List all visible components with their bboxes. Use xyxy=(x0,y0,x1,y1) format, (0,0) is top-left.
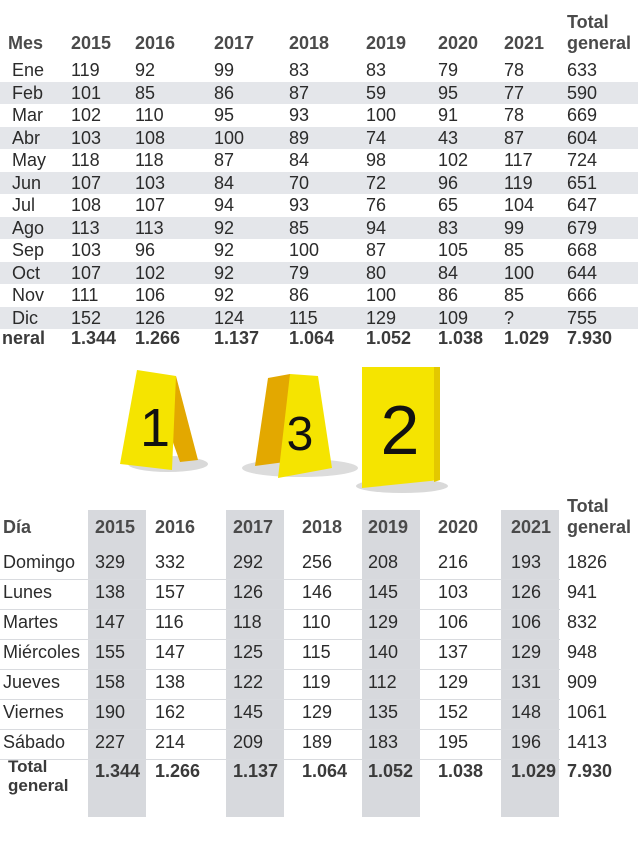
table-cell: 74 xyxy=(366,127,387,148)
table-cell: 92 xyxy=(214,217,235,238)
column-header-total: Total xyxy=(567,496,609,516)
row-separator xyxy=(0,729,560,730)
row-separator xyxy=(0,579,560,580)
table-cell: 85 xyxy=(289,217,310,238)
row-separator xyxy=(0,609,560,610)
table-cell: 196 xyxy=(511,732,542,752)
table-cell: 125 xyxy=(233,642,264,662)
table-cell: 107 xyxy=(71,262,102,283)
table-cell: 115 xyxy=(289,307,318,328)
footer-total-year: 1.052 xyxy=(366,328,412,348)
column-header-year: 2021 xyxy=(511,517,552,537)
table-cell: 79 xyxy=(438,60,459,80)
row-total: 647 xyxy=(567,195,598,215)
table-cell: 113 xyxy=(135,217,164,238)
table-cell: 89 xyxy=(289,127,310,148)
table-cell: 87 xyxy=(289,82,310,103)
table-cell: 147 xyxy=(155,642,186,662)
table-cell: 85 xyxy=(135,82,156,103)
column-header-total: Total xyxy=(567,12,609,32)
row-label: Jul xyxy=(12,195,36,215)
table-cell: 84 xyxy=(214,172,235,193)
table-cell: 86 xyxy=(289,285,310,305)
footer-total-year: 1.038 xyxy=(438,328,484,348)
row-label: Jueves xyxy=(3,672,61,692)
table-cell: 122 xyxy=(233,672,264,692)
row-label: Martes xyxy=(3,612,59,632)
row-label: Ago xyxy=(12,217,45,238)
column-header-year: 2017 xyxy=(233,517,274,537)
table-cell: 83 xyxy=(366,60,387,80)
table-cell: 98 xyxy=(366,150,387,170)
column-header-total-2: general xyxy=(567,517,632,537)
table-cell: 140 xyxy=(368,642,399,662)
table-cell: 70 xyxy=(289,172,310,193)
table-cell: 91 xyxy=(438,105,459,125)
table-cell: 193 xyxy=(511,552,542,572)
row-total: 651 xyxy=(567,172,598,193)
evidence-marker-2 xyxy=(356,367,448,493)
table-cell: 87 xyxy=(366,240,387,260)
column-header-dia: Día xyxy=(3,517,32,537)
row-total: 724 xyxy=(567,150,598,170)
table-cell: 102 xyxy=(135,262,166,283)
row-total: 669 xyxy=(567,105,598,125)
row-total: 668 xyxy=(567,240,598,260)
table-cell: 126 xyxy=(233,582,264,602)
column-header-year: 2020 xyxy=(438,517,479,537)
table-cell: 101 xyxy=(71,82,102,103)
table-cell: 100 xyxy=(366,285,397,305)
table-cell: 65 xyxy=(438,195,459,215)
row-total: 941 xyxy=(567,582,598,602)
table-cell: 96 xyxy=(438,172,459,193)
table-cell: 183 xyxy=(368,732,399,752)
table-cell: 115 xyxy=(302,642,331,662)
marker-1-label: 1 xyxy=(139,398,171,458)
table-cell: 214 xyxy=(155,732,186,752)
table-cell: 119 xyxy=(504,172,533,193)
table-cell: 100 xyxy=(366,105,397,125)
table-cell: 43 xyxy=(438,127,459,148)
footer-label: neral xyxy=(2,328,46,348)
row-total: 755 xyxy=(567,307,598,328)
table-cell: 87 xyxy=(504,127,525,148)
table-cell: 106 xyxy=(135,285,166,305)
table-cell: 129 xyxy=(368,612,399,632)
table-cell: 131 xyxy=(511,672,542,692)
row-total: 1826 xyxy=(567,552,608,572)
row-label: Mar xyxy=(12,105,43,125)
row-label: Nov xyxy=(12,285,45,305)
table-cell: 106 xyxy=(438,612,469,632)
row-total: 948 xyxy=(567,642,598,662)
footer-total-year: 1.038 xyxy=(438,761,484,781)
table-cell: 332 xyxy=(155,552,186,572)
table-cell: 119 xyxy=(71,60,100,80)
table-cell: 76 xyxy=(366,195,387,215)
table-cell: 118 xyxy=(71,150,100,170)
table-cell: 92 xyxy=(214,240,235,260)
row-total: 909 xyxy=(567,672,598,692)
table-cell: 329 xyxy=(95,552,126,572)
table-cell: 107 xyxy=(135,195,166,215)
table-cell: 84 xyxy=(438,262,459,283)
row-label: Sábado xyxy=(3,732,66,752)
table-cell: 93 xyxy=(289,105,310,125)
table-cell: 147 xyxy=(95,612,126,632)
table-cell: 195 xyxy=(438,732,469,752)
table-cell: 84 xyxy=(289,150,310,170)
footer-grand-total: 7.930 xyxy=(567,328,613,348)
footer-total-year: 1.064 xyxy=(289,328,335,348)
footer-total-year: 1.029 xyxy=(504,328,550,348)
table-cell: 129 xyxy=(511,642,542,662)
row-total: 679 xyxy=(567,217,598,238)
row-total: 1413 xyxy=(567,732,608,752)
table-cell: 85 xyxy=(504,285,525,305)
row-total: 832 xyxy=(567,612,598,632)
table-cell: 100 xyxy=(214,127,245,148)
row-total: 1061 xyxy=(567,702,608,722)
table-cell: 148 xyxy=(511,702,542,722)
table-cell: 79 xyxy=(289,262,310,283)
table-cell: 138 xyxy=(95,582,126,602)
table-cell: 112 xyxy=(368,672,397,692)
column-header-year: 2020 xyxy=(438,33,479,53)
monthly-table xyxy=(0,0,638,360)
row-separator xyxy=(0,759,560,760)
row-label: Miércoles xyxy=(3,642,81,662)
column-header-year: 2016 xyxy=(155,517,196,537)
table-cell: 152 xyxy=(71,307,102,328)
table-cell: 103 xyxy=(71,127,102,148)
table-cell: 162 xyxy=(155,702,186,722)
table-cell: 129 xyxy=(438,672,469,692)
table-cell: 85 xyxy=(504,240,525,260)
footer-total-year: 1.052 xyxy=(368,761,414,781)
table-cell: 100 xyxy=(504,262,535,283)
table-cell: 103 xyxy=(135,172,166,193)
table-cell: 105 xyxy=(438,240,469,260)
row-label: Viernes xyxy=(3,702,64,722)
row-label: Abr xyxy=(12,127,41,148)
row-label: Jun xyxy=(12,172,42,193)
footer-total-year: 1.344 xyxy=(71,328,117,348)
table-cell: 126 xyxy=(511,582,542,602)
row-total: 590 xyxy=(567,82,598,103)
row-separator xyxy=(0,669,560,670)
table-cell: 83 xyxy=(289,60,310,80)
table-cell: 59 xyxy=(366,82,387,103)
table-cell: 111 xyxy=(71,285,99,305)
table-cell: 152 xyxy=(438,702,469,722)
table-cell: 100 xyxy=(289,240,320,260)
row-label: Lunes xyxy=(3,582,53,602)
table-cell: 208 xyxy=(368,552,399,572)
column-header-year: 2017 xyxy=(214,33,255,53)
table-cell: 190 xyxy=(95,702,126,722)
column-header-year: 2015 xyxy=(95,517,136,537)
table-cell: 92 xyxy=(214,285,235,305)
table-cell: 216 xyxy=(438,552,469,572)
table-cell: 117 xyxy=(504,150,533,170)
row-label: Ene xyxy=(12,60,45,80)
evidence-markers xyxy=(0,360,638,500)
row-label: Oct xyxy=(12,262,41,283)
footer-total-year: 1.344 xyxy=(95,761,141,781)
row-total: 604 xyxy=(567,127,598,148)
table-cell: 135 xyxy=(368,702,399,722)
table-cell: 94 xyxy=(366,217,387,238)
table-cell: 106 xyxy=(511,612,542,632)
column-header-year: 2019 xyxy=(366,33,407,53)
table-cell: 107 xyxy=(71,172,102,193)
table-cell: 110 xyxy=(135,105,164,125)
table-cell: 256 xyxy=(302,552,333,572)
table-cell: 87 xyxy=(214,150,235,170)
row-label: Feb xyxy=(12,82,44,103)
column-header-year: 2016 xyxy=(135,33,176,53)
table-cell: 110 xyxy=(302,612,331,632)
table-cell: 93 xyxy=(289,195,310,215)
column-header-mes: Mes xyxy=(8,33,44,53)
evidence-marker-1 xyxy=(120,370,208,472)
table-cell: 77 xyxy=(504,82,525,103)
table-cell: 96 xyxy=(135,240,156,260)
table-cell: 95 xyxy=(214,105,235,125)
row-separator xyxy=(0,639,560,640)
column-header-year: 2015 xyxy=(71,33,112,53)
table-cell: 80 xyxy=(366,262,387,283)
table-cell: ? xyxy=(504,307,515,328)
table-cell: 138 xyxy=(155,672,186,692)
column-header-year: 2021 xyxy=(504,33,545,53)
table-cell: 146 xyxy=(302,582,333,602)
table-cell: 129 xyxy=(302,702,333,722)
row-label: May xyxy=(12,150,47,170)
footer-grand-total: 7.930 xyxy=(567,761,613,781)
table-cell: 189 xyxy=(302,732,333,752)
table-cell: 116 xyxy=(155,612,184,632)
table-cell: 137 xyxy=(438,642,469,662)
row-total: 633 xyxy=(567,60,598,80)
footer-total-year: 1.029 xyxy=(511,761,557,781)
table-cell: 83 xyxy=(438,217,459,238)
table-cell: 155 xyxy=(95,642,126,662)
column-header-total-2: general xyxy=(567,33,632,53)
table-cell: 108 xyxy=(135,127,166,148)
marker-2-label: 2 xyxy=(380,391,420,469)
table-cell: 94 xyxy=(214,195,235,215)
row-label: Sep xyxy=(12,240,45,260)
table-cell: 102 xyxy=(438,150,469,170)
table-cell: 72 xyxy=(366,172,387,193)
table-cell: 108 xyxy=(71,195,102,215)
footer-total-year: 1.266 xyxy=(135,328,181,348)
column-header-year: 2018 xyxy=(289,33,330,53)
table-cell: 92 xyxy=(135,60,156,80)
footer-total-year: 1.137 xyxy=(233,761,279,781)
table-cell: 227 xyxy=(95,732,126,752)
table-cell: 78 xyxy=(504,105,525,125)
table-cell: 86 xyxy=(438,285,459,305)
table-cell: 99 xyxy=(504,217,525,238)
table-cell: 158 xyxy=(95,672,126,692)
table-cell: 145 xyxy=(368,582,399,602)
footer-label: Total xyxy=(8,757,48,776)
row-total: 644 xyxy=(567,262,598,283)
column-header-year: 2018 xyxy=(302,517,343,537)
row-label: Domingo xyxy=(3,552,76,572)
table-cell: 103 xyxy=(438,582,469,602)
footer-total-year: 1.064 xyxy=(302,761,348,781)
table-cell: 124 xyxy=(214,307,245,328)
table-cell: 95 xyxy=(438,82,459,103)
table-cell: 118 xyxy=(135,150,164,170)
table-cell: 118 xyxy=(233,612,262,632)
table-cell: 113 xyxy=(71,217,100,238)
footer-total-year: 1.137 xyxy=(214,328,260,348)
footer-total-year: 1.266 xyxy=(155,761,201,781)
table-cell: 86 xyxy=(214,82,235,103)
table-cell: 103 xyxy=(71,240,102,260)
table-cell: 145 xyxy=(233,702,264,722)
table-cell: 129 xyxy=(366,307,397,328)
table-cell: 209 xyxy=(233,732,264,752)
table-cell: 126 xyxy=(135,307,166,328)
evidence-marker-3 xyxy=(242,374,358,478)
table-cell: 92 xyxy=(214,262,235,283)
table-cell: 78 xyxy=(504,60,525,80)
table-cell: 109 xyxy=(438,307,469,328)
table-cell: 104 xyxy=(504,195,535,215)
row-total: 666 xyxy=(567,285,598,305)
marker-3-label: 3 xyxy=(286,408,314,461)
table-cell: 99 xyxy=(214,60,235,80)
table-cell: 102 xyxy=(71,105,102,125)
table-cell: 157 xyxy=(155,582,186,602)
footer-label-2: general xyxy=(8,776,69,795)
row-label: Dic xyxy=(12,307,38,328)
column-header-year: 2019 xyxy=(368,517,409,537)
table-cell: 119 xyxy=(302,672,331,692)
table-cell: 292 xyxy=(233,552,264,572)
row-separator xyxy=(0,699,560,700)
weekday-table xyxy=(0,490,638,859)
